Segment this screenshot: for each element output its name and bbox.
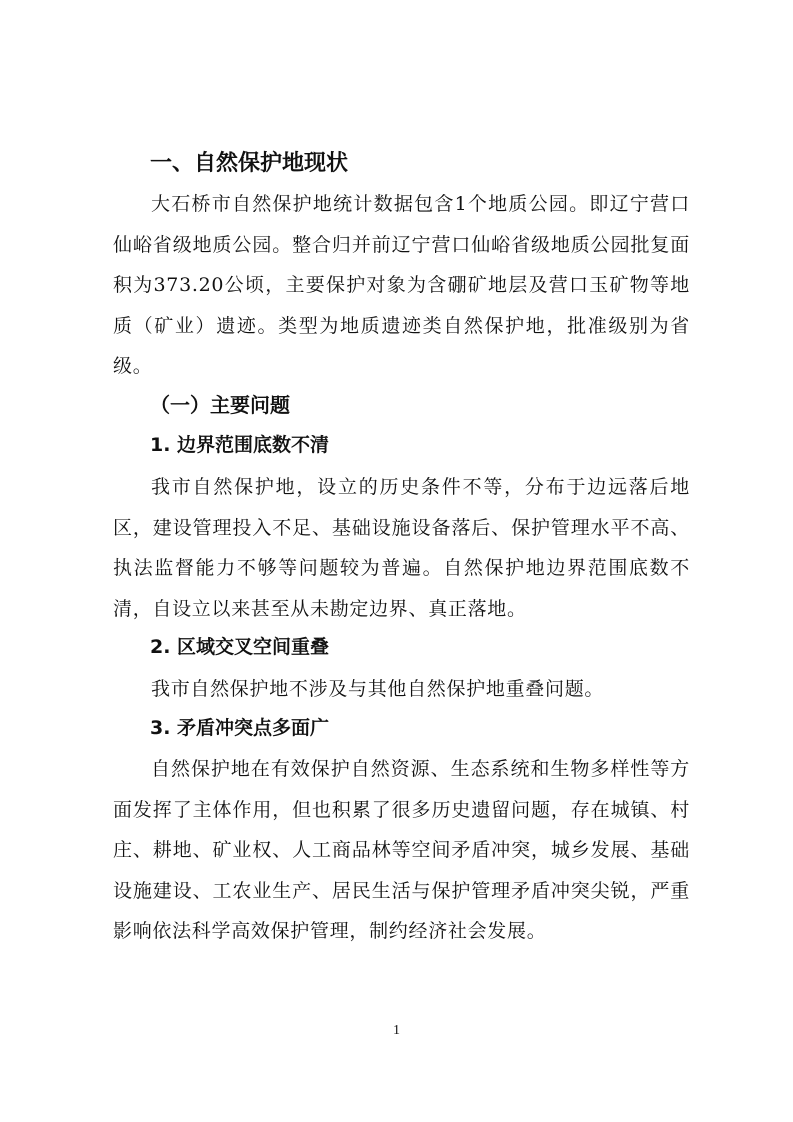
page-number: 1 [393, 1023, 400, 1038]
item-1-title: 1. 边界范围底数不清 [150, 434, 330, 456]
subsection-heading: （一）主要问题 [150, 393, 290, 417]
section-heading: 一、自然保护地现状 [150, 151, 349, 176]
item-2-paragraph: 我市自然保护地不涉及与其他自然保护地重叠问题。 [151, 678, 605, 700]
item-2-title: 2. 区域交叉空间重叠 [150, 636, 330, 658]
item-1-paragraph: 我市自然保护地，设立的历史条件不等，分布于边远落后地区，建设管理投入不足、基础设施设备落后、保护管理水平不高、执法监督能力不够等问题较为普遍。自然保护地边界范围底数不清，自设立以来甚至从未勘定边界、真正落地。 [113, 476, 690, 620]
intro-paragraph: 大石桥市自然保护地统计数据包含1个地质公园。即辽宁营口仙峪省级地质公园。整合归并前辽宁营口仙峪省级地质公园批复面积为373.20公顷，主要保护对象为含硼矿地层及营口玉矿物等地质（矿业）遗迹。类型为地质遗迹类自然保护地，批准级别为省级。 [113, 193, 690, 377]
item-3-title: 3. 矛盾冲突点多面广 [150, 717, 330, 739]
item-3-paragraph: 自然保护地在有效保护自然资源、生态系统和生物多样性等方面发挥了主体作用，但也积累了很多历史遗留问题，存在城镇、村庄、耕地、矿业权、人工商品林等空间矛盾冲突，城乡发展、基础设施建设、工农业生产、居民生活与保护管理矛盾冲突尖锐，严重影响依法科学高效保护管理，制约经济社会发展。 [113, 758, 690, 942]
